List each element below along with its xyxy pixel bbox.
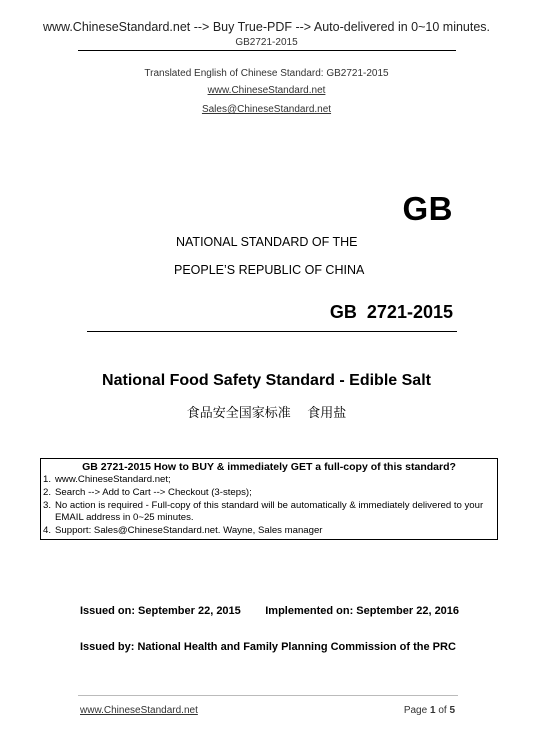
buy-step-4: [41, 525, 497, 538]
page-total: 5: [449, 705, 455, 716]
gb-mark: GB: [402, 190, 453, 227]
step-text: Support: Sales@ChineseStandard.net. Wayne, Sales manager: [55, 525, 323, 537]
top-banner: www.ChineseStandard.net --> Buy True-PDF --> Auto-delivered in 0~10 minutes.: [42, 20, 491, 34]
standard-number: GB 2721-2015: [329, 302, 453, 322]
step-text[interactable]: www.ChineseStandard.net;: [55, 474, 171, 485]
buy-step-2: [41, 487, 497, 500]
footer-site-link[interactable]: www.ChineseStandard.net: [80, 705, 198, 716]
footer-divider: [78, 695, 458, 696]
page-indicator: [404, 705, 455, 716]
step-number: 2.: [43, 486, 52, 498]
issued-on-date: Issued on: September 22, 2015: [80, 605, 241, 617]
email-link[interactable]: Sales@ChineseStandard.net: [201, 104, 332, 115]
translated-notice: Translated English of Chinese Standard: GB2721-2015: [144, 68, 389, 79]
site-link[interactable]: www.ChineseStandard.net: [207, 85, 326, 96]
header-standard-code: GB2721-2015: [235, 37, 298, 48]
implemented-on-date: Implemented on: September 22, 2016: [265, 605, 460, 617]
step-number: 4.: [43, 525, 52, 537]
step-number: 3.: [43, 499, 52, 511]
issue-dates: [80, 605, 459, 617]
step-text: No action is required - Full-copy of this standard will be automatically & immediately delivered to your EMAIL address in 0~25 minutes.: [55, 499, 484, 524]
buy-step-3: [41, 500, 497, 526]
standard-number-divider: [87, 331, 457, 332]
step-number: 1.: [43, 474, 52, 485]
step-text: Search --> Add to Cart --> Checkout (3-steps);: [55, 486, 252, 498]
document-title-english: National Food Safety Standard - Edible Salt: [102, 372, 431, 389]
buy-box-title: GB 2721-2015 How to BUY & immediately GET a full-copy of this standard?: [82, 461, 456, 473]
header-divider: [78, 50, 456, 51]
national-standard-line-1: NATIONAL STANDARD OF THE: [176, 235, 358, 249]
issuing-authority: Issued by: National Health and Family Planning Commission of the PRC: [80, 641, 456, 653]
page-current: 1: [429, 705, 436, 716]
buy-instructions-box: [40, 458, 498, 540]
page-prefix: Page: [403, 705, 428, 716]
document-title-chinese: 食品安全国家标准 食用盐: [186, 406, 347, 421]
page-of: of: [438, 705, 447, 716]
buy-step-1: [41, 474, 497, 487]
national-standard-line-2: PEOPLE’S REPUBLIC OF CHINA: [174, 263, 365, 277]
